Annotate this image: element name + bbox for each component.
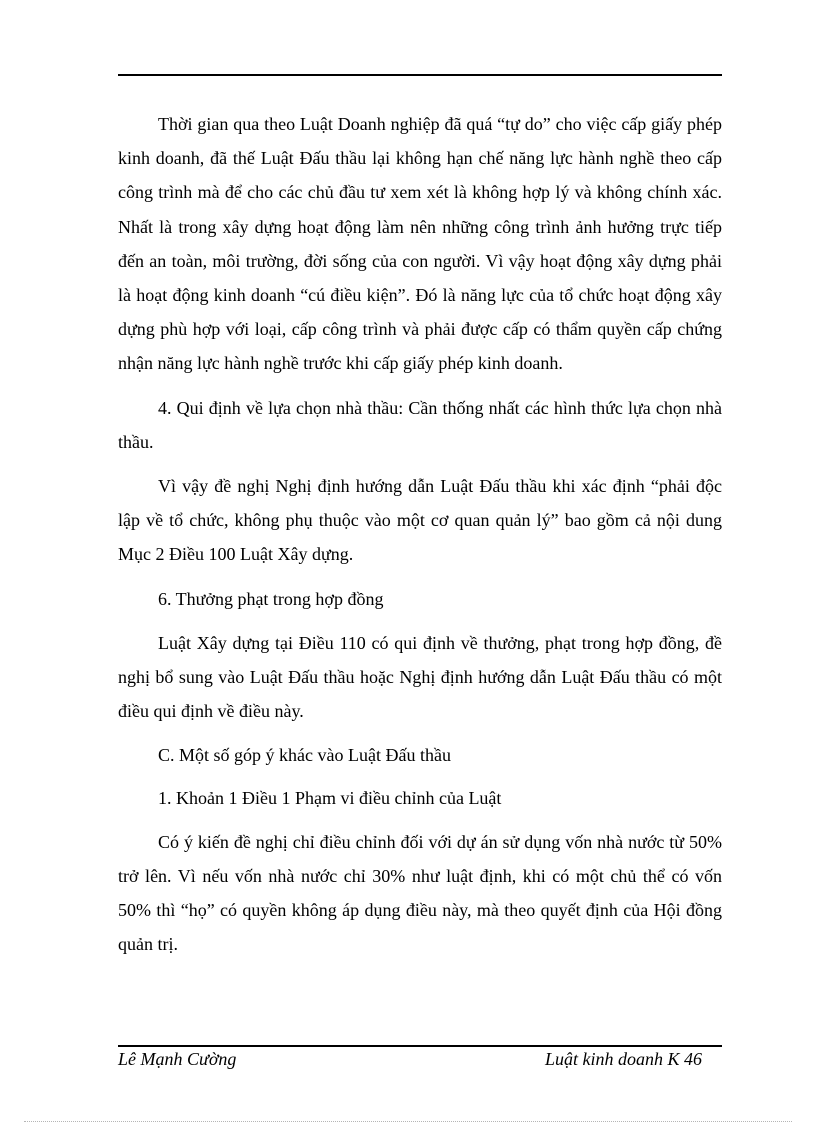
paragraph-contract-rewards: Luật Xây dựng tại Điều 110 có qui định về thưởng, phạt trong hợp đồng, đề nghị bổ sung vào Luật Đấu thầu hoặc Nghị định hướng dẫn Luật Đấu thầu có một điều qui định về điều này. — [118, 632, 722, 722]
heading-contract-rewards: 6. Thưởng phạt trong hợp đồng — [158, 588, 384, 609]
heading-scope-of-law: 1. Khoản 1 Điều 1 Phạm vi điều chỉnh của Luật — [158, 787, 502, 808]
paragraph-contractor-selection: 4. Qui định về lựa chọn nhà thầu: Cần thống nhất các hình thức lựa chọn nhà thầu. — [118, 397, 722, 452]
page-footer — [118, 1049, 722, 1075]
footer-class-label: Luật kinh doanh K 46 — [544, 1049, 702, 1069]
footer-author: Lê Mạnh Cường — [118, 1049, 237, 1069]
header-rule — [118, 74, 722, 76]
paragraph-business-license: Thời gian qua theo Luật Doanh nghiệp đã quá “tự do” cho việc cấp giấy phép kinh doanh, đã thế Luật Đấu thầu lại không hạn chế năng lực hành nghề theo cấp công trình mà để cho các chủ đầu tư xem xét là không hợp lý và không chính xác. Nhất là trong xây dựng hoạt động làm nên những công trình ảnh hưởng trực tiếp đến an toàn, môi trường, đời sống của con người. Vì vậy hoạt động xây dựng phải là hoạt động kinh doanh “cú điều kiện”. Đó là năng lực của tổ chức hoạt động xây dựng phù hợp với loại, cấp công trình và phải được cấp có thẩm quyền cấp chứng nhận năng lực hành nghề trước khi cấp giấy phép kinh doanh. — [118, 114, 722, 374]
heading-other-comments: C. Một số góp ý khác vào Luật Đấu thầu — [158, 745, 451, 766]
footer-rule — [118, 1045, 722, 1047]
page-edge-divider — [24, 1121, 792, 1122]
paragraph-state-capital: Có ý kiến đề nghị chỉ điều chỉnh đối với dự án sử dụng vốn nhà nước từ 50% trở lên. Vì nếu vốn nhà nước chỉ 30% như luật định, khi có một chủ thể có vốn 50% thì “họ” có quyền không áp dụng điều này, mà theo quyết định của Hội đồng quản trị. — [118, 831, 722, 955]
document-body — [118, 107, 722, 962]
paragraph-independence-proposal: Vì vậy đề nghị Nghị định hướng dẫn Luật Đấu thầu khi xác định “phải độc lập về tổ chức, không phụ thuộc vào một cơ quan quản lý” bao gồm cả nội dung Mục 2 Điều 100 Luật Xây dựng. — [118, 476, 722, 565]
